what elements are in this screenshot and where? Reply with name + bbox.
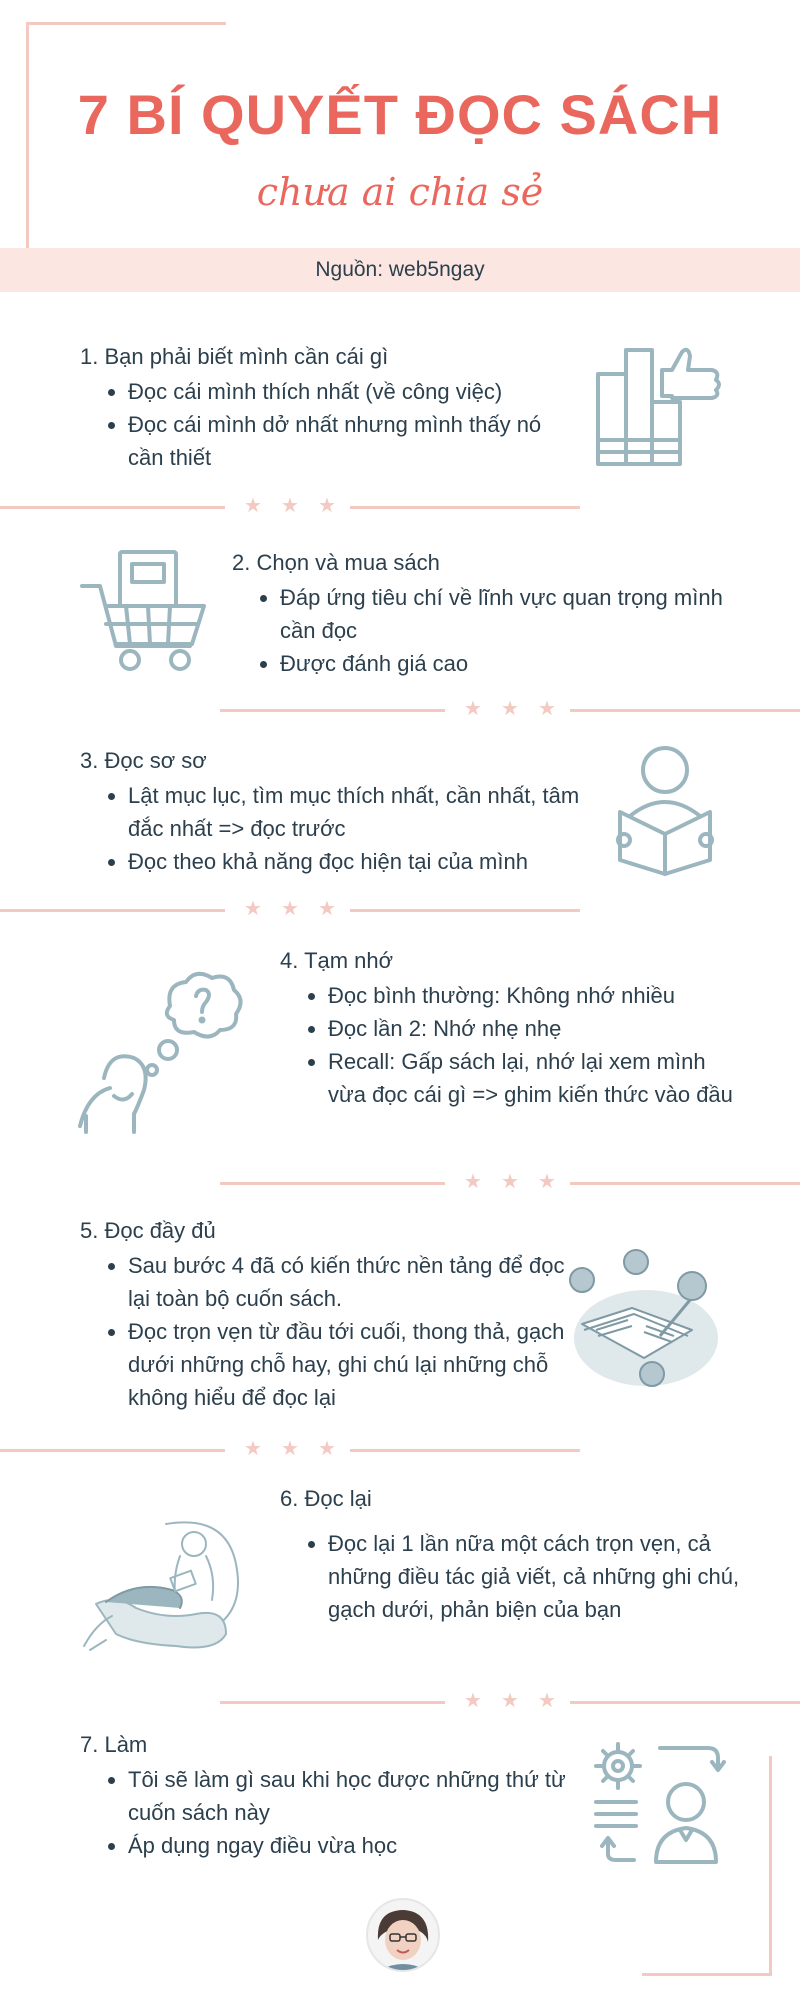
divider-line <box>0 909 225 912</box>
divider <box>0 1440 580 1460</box>
bullet-list <box>232 581 732 680</box>
bullet-item: • Đáp ứng tiêu chí về lĩnh vực quan trọng mình cần đọc <box>280 581 732 647</box>
divider-line <box>350 1449 580 1452</box>
page-title: 7 BÍ QUYẾT ĐỌC SÁCH <box>77 83 723 146</box>
star-icon: ★ <box>281 898 299 920</box>
notebook-emotions-icon <box>562 1248 722 1393</box>
divider <box>220 1173 800 1193</box>
bullet-list <box>80 779 600 878</box>
bullet-item: • Đọc theo khả năng đọc hiện tại của mình <box>128 845 600 878</box>
bullet-item: • Đọc trọn vẹn từ đầu tới cuối, thong thả, gạch dưới những chỗ hay, ghi chú lại những chỗ không hiểu để đọc lại <box>128 1315 580 1414</box>
author-avatar <box>366 1898 440 1972</box>
divider-line <box>570 1701 800 1704</box>
section-6 <box>280 1482 740 1626</box>
bullet-list <box>80 375 570 474</box>
star-icon: ★ <box>281 495 299 517</box>
star-icon: ★ <box>244 898 262 920</box>
star-icon: ★ <box>244 495 262 517</box>
star-icon: ★ <box>538 1690 556 1712</box>
section-heading: 5. Đọc đầy đủ <box>80 1218 216 1243</box>
star-icon: ★ <box>501 1171 519 1193</box>
section-heading: 4. Tạm nhớ <box>280 948 394 973</box>
star-icon: ★ <box>501 698 519 720</box>
divider <box>220 700 800 720</box>
section-heading: 7. Làm <box>80 1732 148 1757</box>
divider-line <box>570 709 800 712</box>
bullet-item: • Sau bước 4 đã có kiến thức nền tảng để đọc lại toàn bộ cuốn sách. <box>128 1249 580 1315</box>
section-4 <box>280 944 740 1111</box>
divider-line <box>0 1449 225 1452</box>
divider-line <box>0 506 225 509</box>
divider-line <box>350 909 580 912</box>
star-icon: ★ <box>318 898 336 920</box>
bullet-item: • Tôi sẽ làm gì sau khi học được những thứ từ cuốn sách này <box>128 1763 580 1829</box>
divider-line <box>220 1182 445 1185</box>
star-icon: ★ <box>464 1690 482 1712</box>
section-heading: 1. Bạn phải biết mình cần cái gì <box>80 344 389 369</box>
person-reading-icon <box>610 742 720 877</box>
star-icon: ★ <box>538 698 556 720</box>
divider <box>0 900 580 920</box>
star-icon: ★ <box>538 1171 556 1193</box>
bullet-item: • Áp dụng ngay điều vừa học <box>128 1829 580 1862</box>
divider-line <box>350 506 580 509</box>
divider <box>220 1692 800 1712</box>
bullet-item: • Đọc cái mình thích nhất (về công việc) <box>128 375 570 408</box>
frame-corner-bottom-right-h <box>642 1973 772 1976</box>
section-7 <box>80 1728 580 1862</box>
section-heading: 6. Đọc lại <box>280 1486 372 1511</box>
divider-line <box>220 1701 445 1704</box>
divider <box>0 497 580 517</box>
section-heading: 3. Đọc sơ sơ <box>80 748 207 773</box>
bullet-item: • Đọc lần 2: Nhớ nhẹ nhẹ <box>328 1012 740 1045</box>
section-2 <box>232 546 732 680</box>
section-1 <box>80 340 570 474</box>
source-band <box>0 248 800 292</box>
section-3 <box>80 744 600 878</box>
bullet-list <box>280 1527 740 1626</box>
star-icon: ★ <box>318 495 336 517</box>
bullet-list <box>280 979 740 1111</box>
frame-corner-bottom-right-v <box>769 1756 772 1976</box>
star-icon: ★ <box>244 1438 262 1460</box>
source-text: Nguồn: web5ngay <box>315 258 485 281</box>
bullet-list <box>80 1249 580 1414</box>
star-icon: ★ <box>464 698 482 720</box>
section-heading: 2. Chọn và mua sách <box>232 550 440 575</box>
divider-line <box>570 1182 800 1185</box>
star-icon: ★ <box>464 1171 482 1193</box>
frame-corner-top-left-h <box>26 22 226 25</box>
thinking-person-icon <box>74 966 244 1134</box>
bullet-item: • Đọc bình thường: Không nhớ nhiều <box>328 979 740 1012</box>
books-thumbs-up-icon <box>590 340 730 470</box>
section-5 <box>80 1214 580 1414</box>
star-icon: ★ <box>501 1690 519 1712</box>
star-icon: ★ <box>281 1438 299 1460</box>
bullet-item: • Đọc lại 1 lần nữa một cách trọn vẹn, cả những điều tác giả viết, cả những ghi chú, gạch dưới, phản biện của bạn <box>328 1527 740 1626</box>
star-icon: ★ <box>318 1438 336 1460</box>
bullet-item: • Đọc cái mình dở nhất nhưng mình thấy nó cần thiết <box>128 408 570 474</box>
relaxed-reader-icon <box>76 1504 251 1654</box>
bullet-item: • Lật mục lục, tìm mục thích nhất, cần nhất, tâm đắc nhất => đọc trước <box>128 779 600 845</box>
shopping-cart-book-icon <box>78 546 208 674</box>
bullet-item: • Recall: Gấp sách lại, nhớ lại xem mình vừa đọc cái gì => ghim kiến thức vào đầu <box>328 1045 740 1111</box>
divider-line <box>220 709 445 712</box>
gear-person-cycle-icon <box>590 1736 730 1870</box>
bullet-list <box>80 1763 580 1862</box>
bullet-item: • Được đánh giá cao <box>280 647 732 680</box>
page-subtitle: chưa ai chia sẻ <box>256 170 544 214</box>
